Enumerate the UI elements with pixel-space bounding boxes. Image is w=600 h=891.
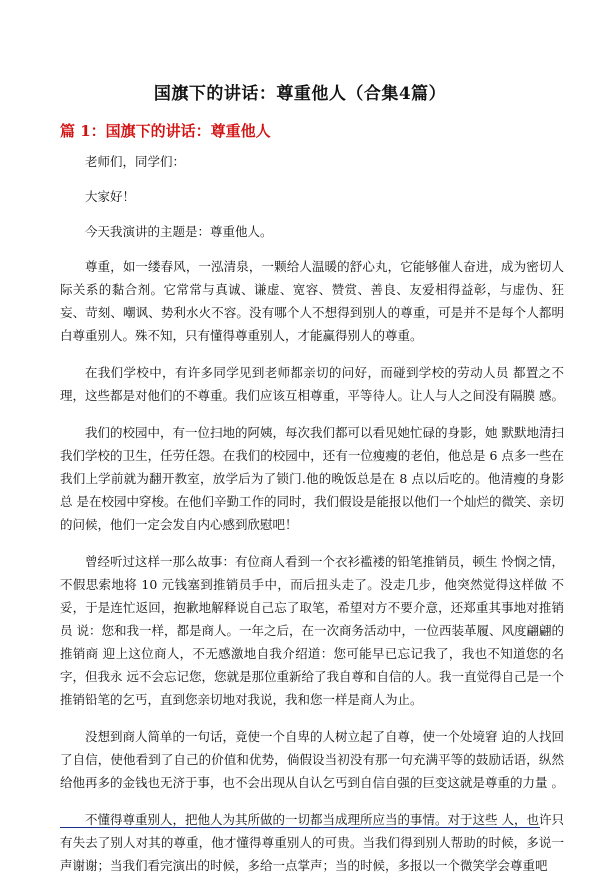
paragraph-topic: 今天我演讲的主题是：尊重他人。: [85, 224, 273, 239]
paragraph-greeting: 老师们，同学们：: [85, 154, 186, 169]
document-title: 国旗下的讲话：尊重他人（合集4篇）: [153, 84, 447, 104]
paragraph-hello: 大家好！: [85, 189, 136, 204]
paragraph: 尊重，如一缕春风，一泓清泉，一颗给人温暖的舒心丸，它能够催人奋进，成为密切人际关系的黏合剂。它常常与真诚、谦虚、宽容、赞赏、善良、友爱相得益彰，与虚伪、狂妄、苛刻、嘲讽、势利水火不容。没有哪个人不想得到别人的尊重，可是并不是每个人都明 白尊重别人。殊不知，只有懂得尊重别人，才能赢得别人的尊重。: [60, 259, 564, 343]
section-title: 篇 1：国旗下的讲话：尊重他人: [60, 122, 271, 140]
paragraph: 曾经听过这样一那么故事：有位商人看到一个衣衫褴褛的铅笔推销员，顿生 怜悯之情，不假思索地将 10 元钱塞到推销员手中，而后扭头走了。没走几步，他突然觉得这样做 不妥，于是连忙返回，抱歉地解释说自己忘了取笔，希望对方不要介意，还郑重其事地对推销员 说：您和我一样，都是商人。一年之后，在一次商务活动中，一位西装革履、风度翩翩的推销商 迎上这位商人，不无感激地自我介绍道：您可能早已忘记我了，我也不知道您的名字，但我永 远不会忘记您，您就是那位重新给了我自尊和自信的人。我一直觉得自己是一个推销铅笔的乞丐，直到您亲切地对我说，我和您一样是商人为止。: [60, 554, 564, 707]
document-body: [60, 150, 564, 891]
paragraph: 我们的校园中，有一位扫地的阿姨，每次我们都可以看见她忙碌的身影，她 默默地清扫我们学校的卫生，任劳任怨。在我们的校园中，还有一位瘦瘦的老伯，他总是 6 点多一些在我们上学前就为翻开教室，放学后为了锁门.他的晚饭总是在 8 点以后吃的。他清瘦的身影总 是在校园中穿梭。在他们辛勤工作的同时，我们假设是能报以他们一个灿烂的微笑、亲切的问候，他们一定会发自内心感到欣慰吧！: [60, 425, 564, 532]
paragraph: 不懂得尊重别人，把他人为其所做的一切都当成理所应当的事情。对于这些 人，也许只有失去了别人对其的尊重，他才懂得尊重别人的可贵。当我们得到别人帮助的时候，多说一声谢谢；当我们看完演出的时候，多给一点掌声；当的时候，多报以一个微笑学会尊重吧: [60, 812, 564, 873]
paragraph: 没想到商人简单的一句话，竟使一个自卑的人树立起了自尊，使一个处境窘 迫的人找回了自信，使他看到了自己的价值和优势，倘假设当初没有那一句充满平等的鼓励话语，纵然给他再多的金钱也无济于事，也不会出现从自认乞丐到自信自强的巨变这就是尊重的力量 。: [60, 729, 564, 790]
paragraph: 在我们学校中，有许多同学见到老师都亲切的问好，而碰到学校的劳动人员 都置之不理，这些都是对他们的不尊重。我们应该互相尊重，平等待人。让人与人之间没有隔膜 感。: [60, 365, 564, 403]
footer-divider: [60, 827, 540, 828]
